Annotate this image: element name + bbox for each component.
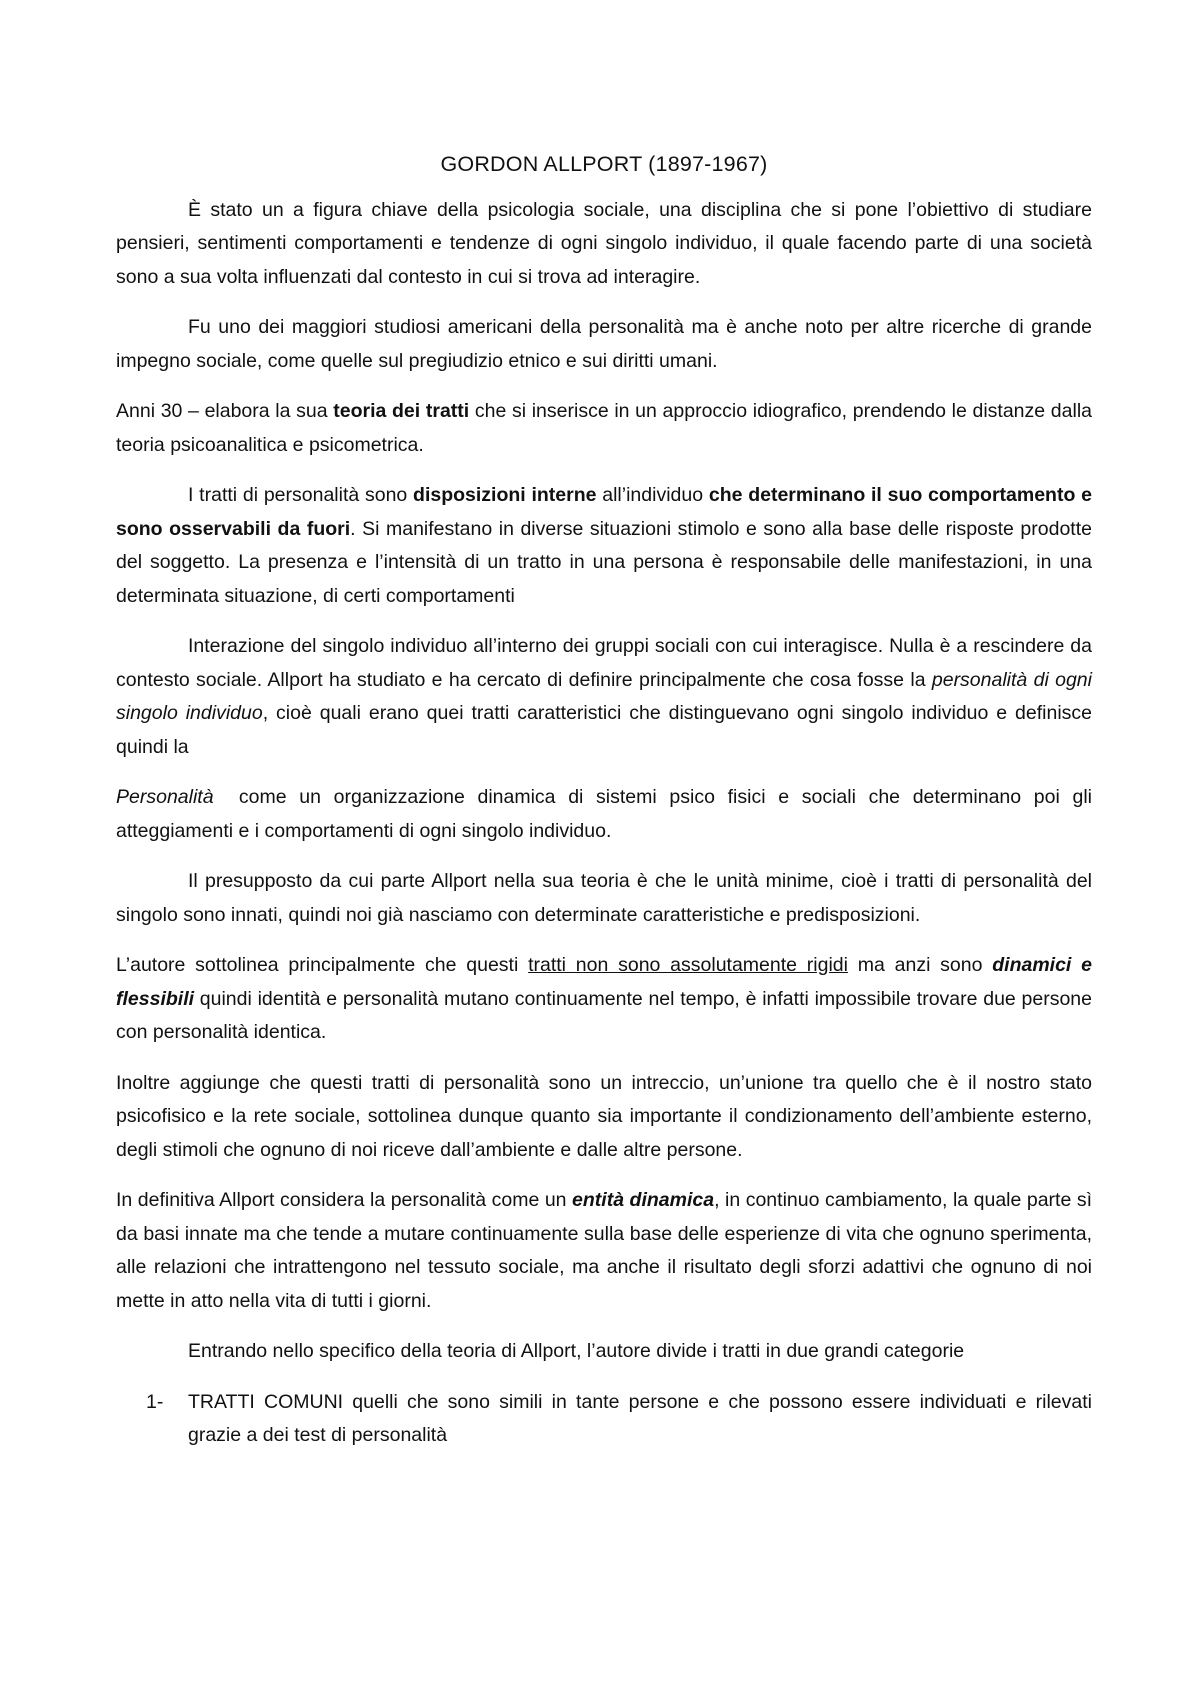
paragraph-flexibility [116,949,1092,1050]
paragraph-intertwining: Inoltre aggiunge che questi tratti di personalità sono un intreccio, un’unione tra quello che è il nostro stato psicofisico e la rete sociale, sottolinea dunque quanto sia importante il condizionamento dell’ambiente esterno, degli stimoli che ognuno di noi riceve dall’ambiente e dalle altre persone. [116,1071,1092,1161]
bold-term: teoria dei tratti [333,400,470,422]
underlined-term: tratti non sono assolutamente rigidi [528,954,848,976]
paragraph-conclusion [116,1184,1092,1318]
paragraph-intro: È stato un a figura chiave della psicologia sociale, una disciplina che si pone l’obiettivo di studiare pensieri, sentimenti comportamenti e tendenze di ogni singolo individuo, il quale facendo parte di una società sono a sua volta influenzati dal contesto in cui si trova ad interagire. [116,198,1092,288]
list-number: 1- [146,1390,164,1413]
text-run: Anni 30 – elabora la sua [116,400,334,422]
paragraph-traits [116,479,1092,613]
text-run: , in continuo cambiamento, la quale parte sì da basi innate ma che tende a mutare continuamente sulla base delle esperienze di vita che ognuno sperimenta, alle relazioni che intrattengono nel tessuto sociale, ma anche il risultato degli sforzi adattivi che ognuno di noi mette in atto nella vita di tutti i giorni. [116,1189,1092,1312]
list-item [116,1386,1092,1453]
text-run: , cioè quali erano quei tratti caratteristici che distinguevano ogni singolo individuo e definisce quindi la [116,702,1093,758]
paragraph-definition [116,781,1098,848]
text-run: . Si manifestano in diverse situazioni stimolo e sono alla base delle risposte prodotte del soggetto. La presenza e l’intensità di un tratto in una persona è responsabile delle manifestazioni, in una determinata situazione, di certi comportamenti [116,517,1092,607]
paragraph-interaction [116,630,1092,764]
text-run: all’individuo [596,484,709,506]
text-run: L’autore sottolinea principalmente che questi [116,954,529,976]
bold-term: disposizioni interne [413,484,597,506]
text-run: come un organizzazione dinamica di sistemi psico fisici e sociali che determinano poi gli atteggiamenti e i comportamenti di ogni singolo individuo. [116,786,1098,842]
text-run: In definitiva Allport considera la personalità come un [116,1189,573,1211]
paragraph-premise: Il presupposto da cui parte Allport nella sua teoria è che le unità minime, cioè i tratti di personalità del singolo sono innati, quindi noi già nasciamo con determinate caratteristiche e predisposizioni. [116,870,1092,926]
list-text: TRATTI COMUNI quelli che sono simili in tante persone e che possono essere individuati e rilevati grazie a dei test di personalità [188,1390,1092,1446]
paragraph-categories: Entrando nello specifico della teoria di Allport, l’autore divide i tratti in due grandi categorie [188,1340,965,1362]
paragraph-theory [116,395,1092,462]
text-run: I tratti di personalità sono [188,484,414,506]
bold-italic-term: entità dinamica [572,1189,715,1211]
text-run: che si inserisce in un approccio idiografico, prendendo le distanze dalla teoria psicoanalitica e psicometrica. [116,400,1092,456]
paragraph-researcher: Fu uno dei maggiori studiosi americani della personalità ma è anche noto per altre ricerche di grande impegno sociale, come quelle sul pregiudizio etnico e sui diritti umani. [116,316,1092,372]
text-run: Interazione del singolo individuo all’interno dei gruppi sociali con cui interagisce. Nulla è a rescindere da contesto sociale. Allport ha studiato e ha cercato di definire principalmente che cosa fosse la [116,635,1092,691]
italic-term: Personalità [116,786,214,808]
bold-term: che determinano il suo comportamento e sono osservabili da fuori [116,484,1092,540]
bold-italic-term: dinamici e flessibili [116,954,1092,1010]
text-run: quindi identità e personalità mutano continuamente nel tempo, è infatti impossibile trovare due persone con personalità identica. [116,987,1092,1043]
text-run: ma anzi sono [847,954,993,976]
italic-term: personalità di ogni singolo individuo [116,668,1092,724]
page-title: GORDON ALLPORT (1897-1967) [440,152,768,176]
